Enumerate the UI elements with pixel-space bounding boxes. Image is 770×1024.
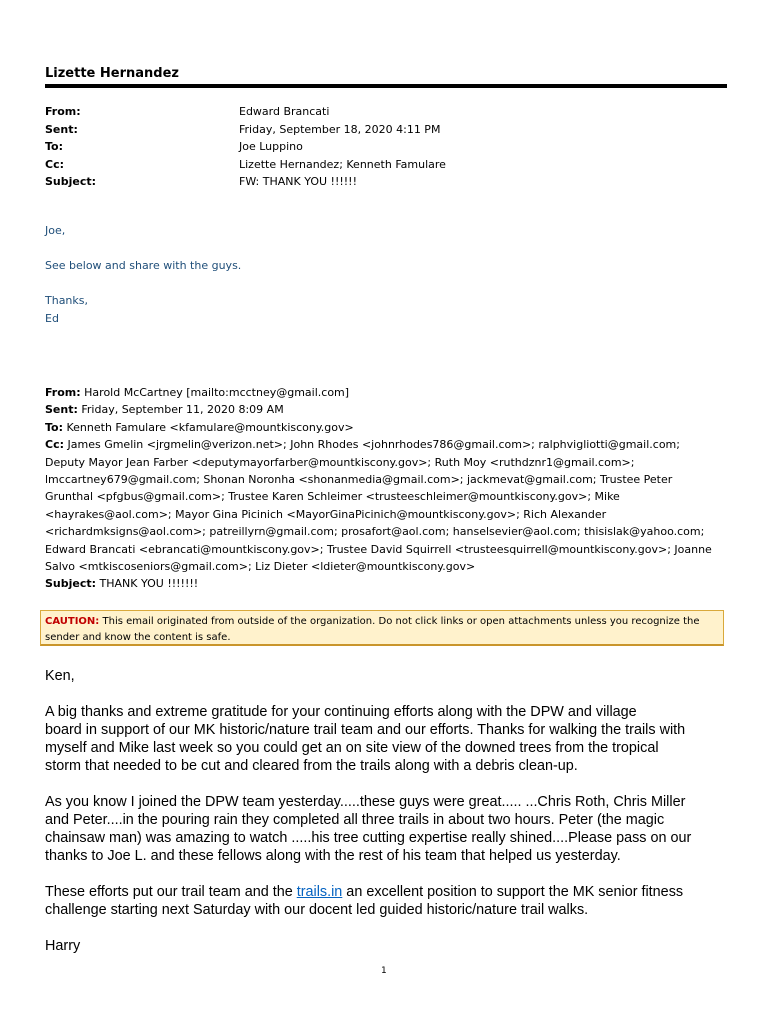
para-line: and Peter....in the pouring rain they completed all three trails in about two hours. Peter (the magic xyxy=(45,812,665,828)
header-subject-value: FW: THANK YOU !!!!!! xyxy=(239,175,357,188)
page-number: 1 xyxy=(381,966,387,976)
orig-to-row xyxy=(45,419,730,436)
para-text: These efforts put our trail team and the xyxy=(45,884,297,900)
reply-greeting: Joe, xyxy=(45,224,66,237)
reply-closing: Thanks, xyxy=(45,294,89,307)
header-sent-label: Sent: xyxy=(45,122,78,136)
header-divider xyxy=(45,84,727,88)
orig-to-value: Kenneth Famulare <kfamulare@mountkiscony.gov> xyxy=(63,420,354,434)
orig-cc-line xyxy=(45,436,730,453)
para-line: thanks to Joe L. and these fellows along with the rest of his team that helped us yesterday. xyxy=(45,848,621,864)
orig-cc-line: Grunthal <pfgbus@gmail.com>; Trustee Karen Schleimer <trusteeschleimer@mountkiscony.gov>; Mike xyxy=(45,490,620,504)
caution-line: sender and know the content is safe. xyxy=(45,632,231,643)
header-cc-label: Cc: xyxy=(45,157,64,171)
orig-subject-label: Subject: xyxy=(45,577,97,591)
orig-cc-line: <hayrakes@aol.com>; Mayor Gina Picinich <MayorGinaPicinich@mountkiscony.gov>; Rich Alexander xyxy=(45,507,607,521)
trails-link[interactable]: trails.in xyxy=(296,884,343,900)
orig-cc-line: <richardmksigns@aol.com>; patreillyrn@gmail.com; prosafort@aol.com; hanselsevier@aol.com; thisislak@yahoo.com; xyxy=(45,525,705,539)
header-subject-label: Subject: xyxy=(45,175,97,188)
message-signoff: Harry xyxy=(45,938,81,954)
para-line: As you know I joined the DPW team yesterday.....these guys were great..... ...Chris Roth, Chris Miller xyxy=(45,794,686,810)
header-from-value: Edward Brancati xyxy=(239,105,330,118)
reply-message xyxy=(45,222,241,327)
para-line: storm that needed to be cut and cleared from the trails along with a debris clean-up. xyxy=(45,758,578,774)
header-to-label: To: xyxy=(45,140,63,153)
document-owner-name: Lizette Hernandez xyxy=(45,66,179,81)
message-paragraph-1 xyxy=(45,703,735,775)
forwarded-header xyxy=(45,384,730,593)
message-greeting: Ken, xyxy=(45,668,75,684)
message-paragraph-3 xyxy=(45,883,735,919)
header-to-row xyxy=(45,138,725,156)
caution-text: This email originated from outside of the organization. Do not click links or open attachments unless you recognize the xyxy=(99,616,700,627)
para-text: an excellent position to support the MK senior fitness xyxy=(342,884,684,900)
header-cc-row xyxy=(45,156,725,174)
header-from-label: From: xyxy=(45,105,81,118)
caution-label: CAUTION: xyxy=(45,616,100,627)
orig-sent-label: Sent: xyxy=(45,403,78,417)
orig-cc-line: Edward Brancati <ebrancati@mountkiscony.gov>; Trustee David Squirrell <trusteesquirrell@mountkiscony.gov>; Joanne xyxy=(45,542,712,556)
orig-from-label: From: xyxy=(45,386,81,399)
para-line: chainsaw man) was amazing to watch .....his tree cutting expertise really shined....Please pass on our xyxy=(45,830,692,846)
orig-sent-value: Friday, September 11, 2020 8:09 AM xyxy=(77,403,284,417)
header-to-value: Joe Luppino xyxy=(239,140,303,153)
orig-subject-value: THANK YOU !!!!!!! xyxy=(96,577,199,591)
email-header xyxy=(45,103,725,191)
message-body xyxy=(45,667,735,973)
orig-cc-text: James Gmelin <jrgmelin@verizon.net>; John Rhodes <johnrhodes786@gmail.com>; ralphvigliotti@gmail.com; xyxy=(64,438,680,452)
orig-from-value: Harold McCartney [mailto:mcctney@gmail.com] xyxy=(80,386,350,399)
para-line: myself and Mike last week so you could get an on site view of the downed trees from the tropical xyxy=(45,740,659,756)
header-sent-row xyxy=(45,121,725,139)
orig-cc-label: Cc: xyxy=(45,438,64,452)
para-line: challenge starting next Saturday with our docent led guided historic/nature trail walks. xyxy=(45,902,589,918)
orig-cc-line: Salvo <mtkiscoseniors@gmail.com>; Liz Dieter <ldieter@mountkiscony.gov> xyxy=(45,560,476,574)
caution-banner xyxy=(40,610,724,646)
header-sent-value: Friday, September 18, 2020 4:11 PM xyxy=(239,122,441,136)
reply-signature: Ed xyxy=(45,311,59,325)
para-line: board in support of our MK historic/nature trail team and our efforts. Thanks for walking the trails with xyxy=(45,722,686,738)
caution-line xyxy=(45,614,719,630)
orig-cc-line: Deputy Mayor Jean Farber <deputymayorfarber@mountkiscony.gov>; Ruth Moy <ruthdznr1@gmail.com>; xyxy=(45,455,635,469)
reply-line: See below and share with the guys. xyxy=(45,259,242,272)
orig-cc-line: lmccartney679@gmail.com; Shonan Noronha <shonanmedia@gmail.com>; jackmevat@gmail.com; Trustee Peter xyxy=(45,473,673,487)
para-line: A big thanks and extreme gratitude for your continuing efforts along with the DPW and village xyxy=(45,704,637,720)
message-paragraph-2 xyxy=(45,793,735,865)
header-subject-row xyxy=(45,173,725,191)
orig-to-label: To: xyxy=(45,420,63,434)
orig-subject-row xyxy=(45,575,730,592)
orig-from-row xyxy=(45,384,730,401)
header-from-row xyxy=(45,103,725,121)
header-cc-value: Lizette Hernandez; Kenneth Famulare xyxy=(239,157,446,171)
orig-sent-row xyxy=(45,401,730,418)
